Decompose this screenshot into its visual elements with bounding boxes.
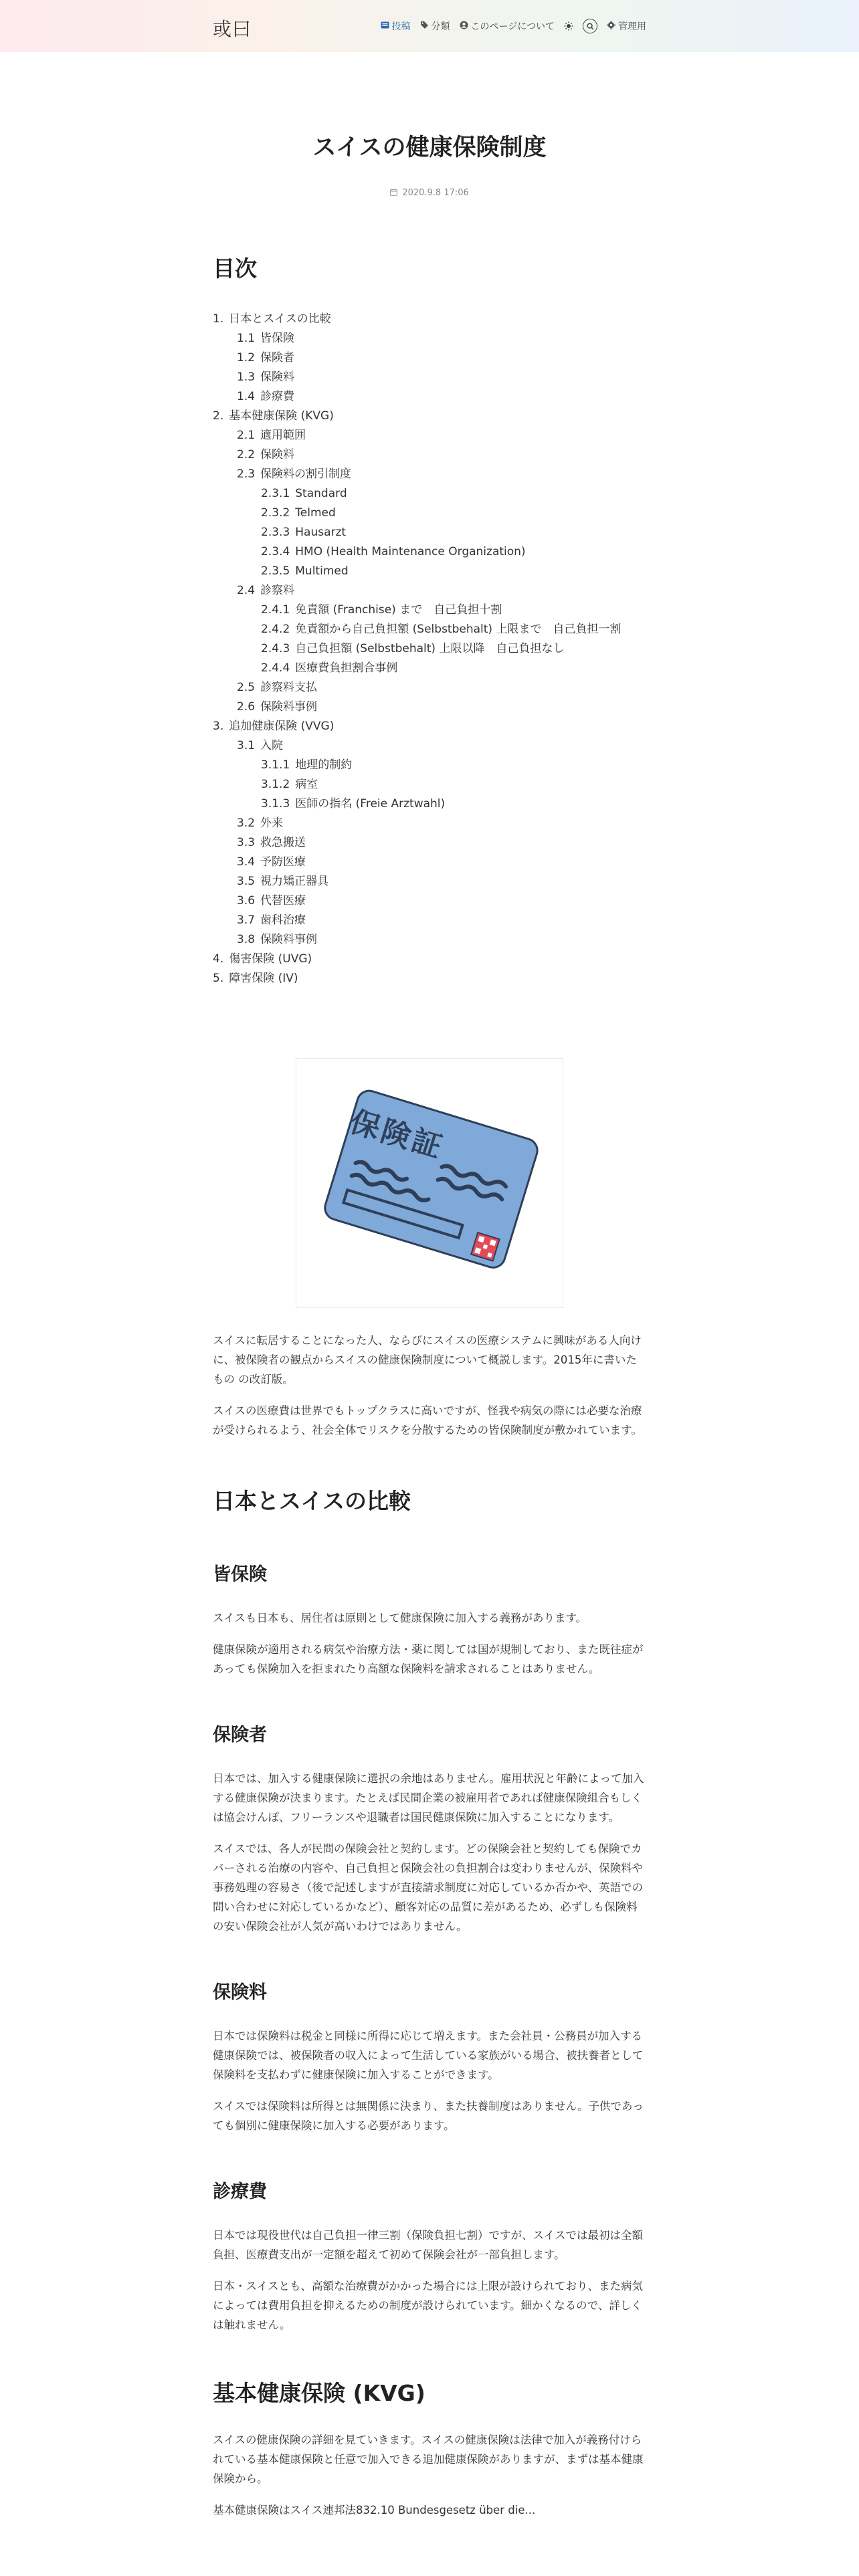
toc-item[interactable] xyxy=(213,775,646,794)
toc-item[interactable] xyxy=(213,678,646,697)
toc-item-number: 3.2 xyxy=(237,817,256,830)
toc-item-number: 3.1.1 xyxy=(261,758,290,772)
toc-item[interactable] xyxy=(213,659,646,678)
posts-icon xyxy=(381,21,389,32)
nav-categories-label: 分類 xyxy=(431,21,450,32)
toc-item-number: 1.4 xyxy=(237,390,256,403)
toc-item-number: 2.6 xyxy=(237,700,256,714)
toc-item[interactable] xyxy=(213,504,646,523)
toc-item[interactable] xyxy=(213,484,646,504)
toc-item[interactable] xyxy=(213,833,646,853)
toc-item[interactable] xyxy=(213,426,646,445)
toc-item-label: 診察料 xyxy=(260,584,295,597)
paragraph: スイスでは、各人が民間の保険会社と契約します。どの保険会社と契約しても保険でカバーされる治療の内容や、自己負担と保険会社の負担割合は変わりませんが、保険料や事務処理の容易さ（後で記述しますが直接請求制度に対応しているか否かや、英語での問い合わせに対応しているかなど）、顧客対応の品質に差があるため、必ずしも保険料の安い保険会社が人気が高いわけではありません。 xyxy=(213,1842,644,1933)
toc-item-number: 3.3 xyxy=(237,836,256,849)
toc-item-number: 4. xyxy=(213,952,224,966)
toc-item[interactable] xyxy=(213,562,646,581)
toc-item-label: 保険料事例 xyxy=(260,700,318,714)
toc-item[interactable] xyxy=(213,697,646,717)
paragraph: 日本・スイスとも、高額な治療費がかかった場合には上限が設けられており、また病気によっては費用負担を抑えるための制度が設けられています。細かくなるので、詳しくは触れません。 xyxy=(213,2280,644,2331)
toc-item-label: 保険料の割引制度 xyxy=(260,467,352,481)
paragraph: スイスも日本も、居住者は原則として健康保険に加入する義務があります。 xyxy=(213,1612,587,1624)
toc-item[interactable] xyxy=(213,542,646,562)
gear-icon xyxy=(607,21,615,32)
toc-item-number: 1.2 xyxy=(237,351,256,364)
section-heading-kvg: 基本健康保険 (KVG) xyxy=(213,2380,425,2406)
toc-item-label: 歯科治療 xyxy=(260,914,306,927)
toc-item-number: 2.5 xyxy=(237,681,256,694)
toc-item[interactable] xyxy=(213,891,646,911)
toc-item-number: 2.3.5 xyxy=(261,564,290,578)
toc-item-label: 適用範囲 xyxy=(260,429,306,442)
paragraph: 健康保険が適用される病気や治療方法・薬に関しては国が規制しており、また既往症があっても保険加入を拒まれたり高額な保険料を請求されることはありません。 xyxy=(213,1643,644,1675)
toc-item-number: 3.1.3 xyxy=(261,797,290,811)
toc-item[interactable] xyxy=(213,581,646,601)
toc-item[interactable] xyxy=(213,310,646,329)
toc-item-label: 追加健康保険 (VVG) xyxy=(229,720,335,733)
article xyxy=(213,52,646,2520)
toc-item[interactable] xyxy=(213,601,646,620)
toc-item-label: 視力矯正器具 xyxy=(260,875,329,888)
toc-item-label: 保険料 xyxy=(260,370,295,384)
tag-icon xyxy=(420,21,429,32)
toc-item-number: 2.4.4 xyxy=(261,661,290,675)
toc-item[interactable] xyxy=(213,717,646,736)
nav-about[interactable] xyxy=(460,19,555,33)
post-date-text: 2020.9.8 17:06 xyxy=(402,188,469,198)
toc-item[interactable] xyxy=(213,465,646,484)
toc-item-number: 2.1 xyxy=(237,429,256,442)
toc-item-label: 免責額から自己負担額 (Selbstbehalt) 上限まで 自己負担一割 xyxy=(295,623,622,636)
toc-item-number: 2.3.1 xyxy=(261,487,290,500)
toc-item-number: 3.4 xyxy=(237,855,256,869)
toc-item-label: HMO (Health Maintenance Organization) xyxy=(295,545,526,558)
toc-item-label: Telmed xyxy=(295,506,336,520)
toc-item-number: 2.4.3 xyxy=(261,642,290,655)
intro-paragraph-1: スイスに転居することになった人、ならびにスイスの医療システムに興味がある人向けに、被保険者の観点からスイスの健康保険制度について概説します。2015年に書いたもの の改訂版。 xyxy=(213,1334,642,1386)
nav-categories[interactable] xyxy=(420,19,450,33)
toc-item-number: 1.3 xyxy=(237,370,256,384)
toc-item-label: 保険料事例 xyxy=(260,933,318,946)
toc-item-number: 3.1.2 xyxy=(261,778,290,791)
nav-about-label: このページについて xyxy=(470,21,555,32)
toc-item[interactable] xyxy=(213,872,646,891)
nav-admin-label: 管理用 xyxy=(618,21,646,32)
toc-item-label: Multimed xyxy=(295,564,349,578)
main-nav xyxy=(371,19,646,33)
toc-item-label: 保険者 xyxy=(260,351,295,364)
toc-item-number: 3.6 xyxy=(237,894,256,907)
toc-item-label: 地理的制約 xyxy=(295,758,353,772)
toc-item-number: 2.4.2 xyxy=(261,623,290,636)
toc-item[interactable] xyxy=(213,911,646,930)
toc-item[interactable] xyxy=(213,407,646,426)
toc-item[interactable] xyxy=(213,445,646,465)
toc-item-label: 日本とスイスの比較 xyxy=(229,312,331,326)
subsection-heading-premium: 保険料 xyxy=(213,1982,267,2003)
toc-item-number: 2.3 xyxy=(237,467,256,481)
toc-item[interactable] xyxy=(213,639,646,659)
toc-item[interactable] xyxy=(213,853,646,872)
toc-item-label: 基本健康保険 (KVG) xyxy=(229,409,334,423)
toc-item-label: 傷害保険 (UVG) xyxy=(229,952,312,966)
toc-item-label: 医療費負担割合事例 xyxy=(295,661,398,675)
toc-item-label: Hausarzt xyxy=(295,526,347,539)
toc-item-number: 5. xyxy=(213,972,224,985)
toc-item[interactable] xyxy=(213,523,646,542)
toc-item[interactable] xyxy=(213,794,646,814)
insurance-card-text: 保険証 xyxy=(346,1104,448,1166)
toc-heading: 目次 xyxy=(213,255,257,282)
toc-item-number: 2.3.3 xyxy=(261,526,290,539)
toc-item-number: 3.5 xyxy=(237,875,256,888)
toc-item-number: 2.3.2 xyxy=(261,506,290,520)
nav-admin[interactable] xyxy=(607,19,646,33)
toc-item-number: 1. xyxy=(213,312,224,326)
subsection-heading-medical-fees: 診療費 xyxy=(213,2181,267,2202)
toc-item-label: 病室 xyxy=(295,778,318,791)
toc-item[interactable] xyxy=(213,348,646,368)
toc-item-label: 予防医療 xyxy=(260,855,306,869)
intro-paragraph-2: スイスの医療費は世界でもトップクラスに高いですが、怪我や病気の際には必要な治療が受けられるよう、社会全体でリスクを分散するための皆保険制度が敷かれています。 xyxy=(213,1404,642,1436)
toc-item-label: 免責額 (Franchise) まで 自己負担十割 xyxy=(295,603,502,617)
toc-item[interactable] xyxy=(213,969,646,988)
post-date xyxy=(213,188,646,198)
theme-toggle-icon[interactable] xyxy=(564,21,573,31)
toc-item-label: 入院 xyxy=(260,739,284,752)
paragraph: 基本健康保険はスイス連邦法832.10 Bundesgesetz über die... xyxy=(213,2504,536,2516)
paragraph: 日本では現役世代は自己負担一律三割（保険負担七割）ですが、スイスでは最初は全額負担、医療費支出が一定額を超えて初めて保険会社が一部負担します。 xyxy=(213,2229,644,2261)
toc-item-label: 診療費 xyxy=(260,390,295,403)
toc-item-label: 代替医療 xyxy=(260,894,306,907)
toc-item-label: 皆保険 xyxy=(260,332,295,345)
toc-item-number: 3.7 xyxy=(237,914,256,927)
toc-item-number: 2.2 xyxy=(237,448,256,461)
toc-item-number: 3. xyxy=(213,720,224,733)
calendar-icon xyxy=(390,188,402,198)
subsection-heading-universal: 皆保険 xyxy=(213,1564,267,1585)
toc-item-number: 2. xyxy=(213,409,224,423)
toc-item[interactable] xyxy=(213,329,646,348)
toc-item[interactable] xyxy=(213,620,646,639)
toc-item-number: 1.1 xyxy=(237,332,256,345)
nav-posts[interactable] xyxy=(381,19,411,33)
section-heading-comparison: 日本とスイスの比較 xyxy=(213,1488,411,1514)
toc-item-label: 保険料 xyxy=(260,448,295,461)
toc-item[interactable] xyxy=(213,736,646,756)
toc-item[interactable] xyxy=(213,930,646,950)
user-circle-icon xyxy=(460,21,468,32)
paragraph: 日本では、加入する健康保険に選択の余地はありません。雇用状況と年齢によって加入する健康保険が決まります。たとえば民間企業の被雇用者であれば健康保険組合もしくは協会けんぽ、フリーランスや退職者は国民健康保険に加入することになります。 xyxy=(213,1772,644,1824)
toc-item-number: 2.3.4 xyxy=(261,545,290,558)
toc-item-number: 3.8 xyxy=(237,933,256,946)
toc-item[interactable] xyxy=(213,950,646,969)
page-title: スイスの健康保険制度 xyxy=(312,134,547,161)
toc-item[interactable] xyxy=(213,756,646,775)
toc-item-number: 3.1 xyxy=(237,739,256,752)
toc-item-label: 救急搬送 xyxy=(260,836,306,849)
site-brand[interactable]: 或曰 xyxy=(213,18,252,40)
search-icon[interactable] xyxy=(583,19,597,33)
toc-item[interactable] xyxy=(213,387,646,407)
toc-item-label: 診察料支払 xyxy=(260,681,318,694)
toc-item-label: Standard xyxy=(295,487,347,500)
toc-item-label: 障害保険 (IV) xyxy=(229,972,298,985)
subsection-heading-insurer: 保険者 xyxy=(213,1725,267,1745)
toc-item-label: 医師の指名 (Freie Arztwahl) xyxy=(295,797,446,811)
insurance-card-illustration xyxy=(296,1058,563,1308)
paragraph: スイスでは保険料は所得とは無関係に決まり、また扶養制度はありません。子供であっても個別に健康保険に加入する必要があります。 xyxy=(213,2100,644,2132)
paragraph: スイスの健康保険の詳細を見ていきます。スイスの健康保険は法律で加入が義務付けられている基本健康保険と任意で加入できる追加健康保険がありますが、まずは基本健康保険から。 xyxy=(213,2434,644,2485)
site-header xyxy=(0,0,859,52)
toc-item[interactable] xyxy=(213,368,646,387)
table-of-contents xyxy=(213,310,646,988)
toc-item-label: 自己負担額 (Selbstbehalt) 上限以降 自己負担なし xyxy=(295,642,565,655)
toc-item-number: 2.4.1 xyxy=(261,603,290,617)
toc-item[interactable] xyxy=(213,814,646,833)
nav-posts-label: 投稿 xyxy=(391,21,411,32)
toc-item-label: 外来 xyxy=(260,817,284,830)
paragraph: 日本では保険料は税金と同様に所得に応じて増えます。また会社員・公務員が加入する健康保険では、被保険者の収入によって生活している家族がいる場合、被扶養者として保険料を支払わずに健康保険に加入することができます。 xyxy=(213,2030,644,2081)
toc-item-number: 2.4 xyxy=(237,584,256,597)
